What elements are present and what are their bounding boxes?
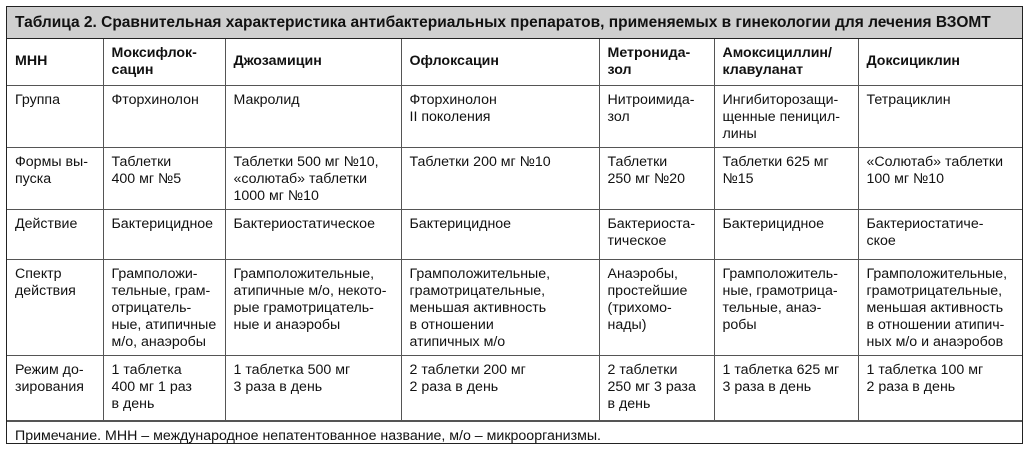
- table-cell: Таблетки 400 мг №5: [103, 147, 225, 209]
- table-cell: Таблетки 200 мг №10: [401, 147, 599, 209]
- table-row-forms: [7, 147, 1022, 209]
- comparison-table: [7, 39, 1022, 421]
- row-label-cell: Режим до- зирования: [7, 355, 103, 420]
- table-cell: Фторхинолон II поколения: [401, 85, 599, 147]
- table-cell: Тетрациклин: [858, 85, 1022, 147]
- table-cell: Таблетки 500 мг №10, «солютаб» таблетки 1000 мг №10: [225, 147, 401, 209]
- table-row-action: [7, 209, 1022, 259]
- table-row-dosing: [7, 355, 1022, 420]
- table-cell: «Солютаб» таблетки 100 мг №10: [858, 147, 1022, 209]
- table-footnote: Примечание. МНН – международное непатентованное название, м/о – микроорганизмы.: [7, 421, 1022, 451]
- table-row-spectrum: [7, 259, 1022, 355]
- header-cell-josamycin: Джозамицин: [225, 39, 401, 85]
- table-cell: Нитроимида- зол: [599, 85, 714, 147]
- table-cell: Таблетки 250 мг №20: [599, 147, 714, 209]
- table-cell: Грамположительные, грамотрицательные, меньшая активность в отношении атипич- ных м/о и анаэробов: [858, 259, 1022, 355]
- row-label-cell: Группа: [7, 85, 103, 147]
- table-cell: 2 таблетки 250 мг 3 раза в день: [599, 355, 714, 420]
- header-cell-ofloxacin: Офлоксацин: [401, 39, 599, 85]
- table-cell: Бактериоста- тическое: [599, 209, 714, 259]
- table-title: Таблица 2. Сравнительная характеристика антибактериальных препаратов, применяемых в гинекологии для лечения ВЗОМТ: [7, 7, 1022, 39]
- table-cell: Грамположитель- ные, грамотрица- тельные, анаэ- робы: [714, 259, 858, 355]
- table-cell: Фторхинолон: [103, 85, 225, 147]
- table-cell: Бактериостатическое: [225, 209, 401, 259]
- header-row: [7, 39, 1022, 85]
- table-cell: 2 таблетки 200 мг 2 раза в день: [401, 355, 599, 420]
- table-cell: Бактерицидное: [103, 209, 225, 259]
- header-cell-metronidazole: Метронида- зол: [599, 39, 714, 85]
- table-cell: Макролид: [225, 85, 401, 147]
- table-cell: Грамположи- тельные, грам- отрицатель- ные, атипичные м/о, анаэробы: [103, 259, 225, 355]
- table-cell: Грамположительные, грамотрицательные, меньшая активность в отношении атипичных м/о: [401, 259, 599, 355]
- header-cell-moxifloxacin: Моксифлок- сацин: [103, 39, 225, 85]
- row-label-cell: Спектр действия: [7, 259, 103, 355]
- table-cell: Анаэробы, простейшие (трихомо- нады): [599, 259, 714, 355]
- table-cell: 1 таблетка 625 мг 3 раза в день: [714, 355, 858, 420]
- header-cell-mnn: МНН: [7, 39, 103, 85]
- table-cell: Ингибиторозащи- щенные пеницил- лины: [714, 85, 858, 147]
- table-cell: 1 таблетка 100 мг 2 раза в день: [858, 355, 1022, 420]
- table-cell: Таблетки 625 мг №15: [714, 147, 858, 209]
- table-cell: 1 таблетка 400 мг 1 раз в день: [103, 355, 225, 420]
- header-cell-doxycycline: Доксициклин: [858, 39, 1022, 85]
- table-cell: Бактерицидное: [401, 209, 599, 259]
- row-label-cell: Действие: [7, 209, 103, 259]
- table-row-group: [7, 85, 1022, 147]
- table-cell: Бактерицидное: [714, 209, 858, 259]
- row-label-cell: Формы вы- пуска: [7, 147, 103, 209]
- table-cell: Грамположительные, атипичные м/о, некото- рые грамотрицатель- ные и анаэробы: [225, 259, 401, 355]
- header-cell-amoxicillin-clavulanate: Амоксициллин/ клавуланат: [714, 39, 858, 85]
- table-cell: Бактериостатиче- ское: [858, 209, 1022, 259]
- drug-comparison-table-frame: [6, 6, 1023, 444]
- table-cell: 1 таблетка 500 мг 3 раза в день: [225, 355, 401, 420]
